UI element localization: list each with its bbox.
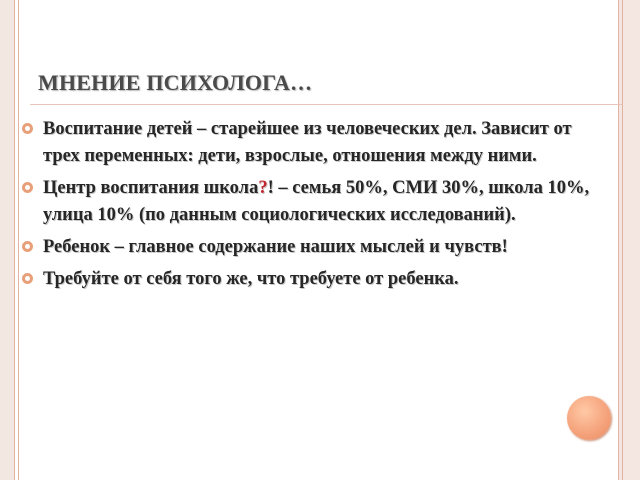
- left-frame-band: [0, 0, 14, 480]
- bullet-text-before: Центр воспитания школа: [43, 178, 259, 198]
- decorative-circle-icon: [567, 396, 611, 440]
- highlight-question-mark: ?: [258, 178, 268, 198]
- right-frame-line-inner: [622, 0, 623, 480]
- left-frame-line-inner: [18, 0, 19, 480]
- right-frame-line: [618, 0, 619, 480]
- bullet-text: Воспитание детей – старейшее из человеческих дел. Зависит от трех переменных: дети, взрослые, отношения между ними.: [43, 119, 572, 166]
- bullet-circle-icon: [22, 182, 33, 193]
- slide-title: МНЕНИЕ ПСИХОЛОГА…: [38, 70, 313, 95]
- bullet-circle-icon: [22, 241, 33, 252]
- bullet-item-demand: [22, 266, 612, 293]
- bullet-circle-icon: [22, 123, 33, 134]
- bullet-text: Ребенок – главное содержание наших мыслей и чувств!: [43, 237, 508, 257]
- bullet-item-child: [22, 234, 612, 261]
- left-frame-line: [14, 0, 15, 480]
- bullet-circle-icon: [22, 273, 33, 284]
- bullet-item-upbringing: [22, 116, 612, 170]
- bullet-item-statistics: [22, 175, 612, 229]
- bullet-text-after: ! – семья 50%, СМИ 30%, школа 10%, улица 10% (по данным социологических исследований).: [43, 178, 590, 225]
- bullet-list: [22, 116, 612, 298]
- bullet-text: Требуйте от себя того же, что требуете от ребенка.: [43, 269, 459, 289]
- title-divider: [30, 104, 622, 105]
